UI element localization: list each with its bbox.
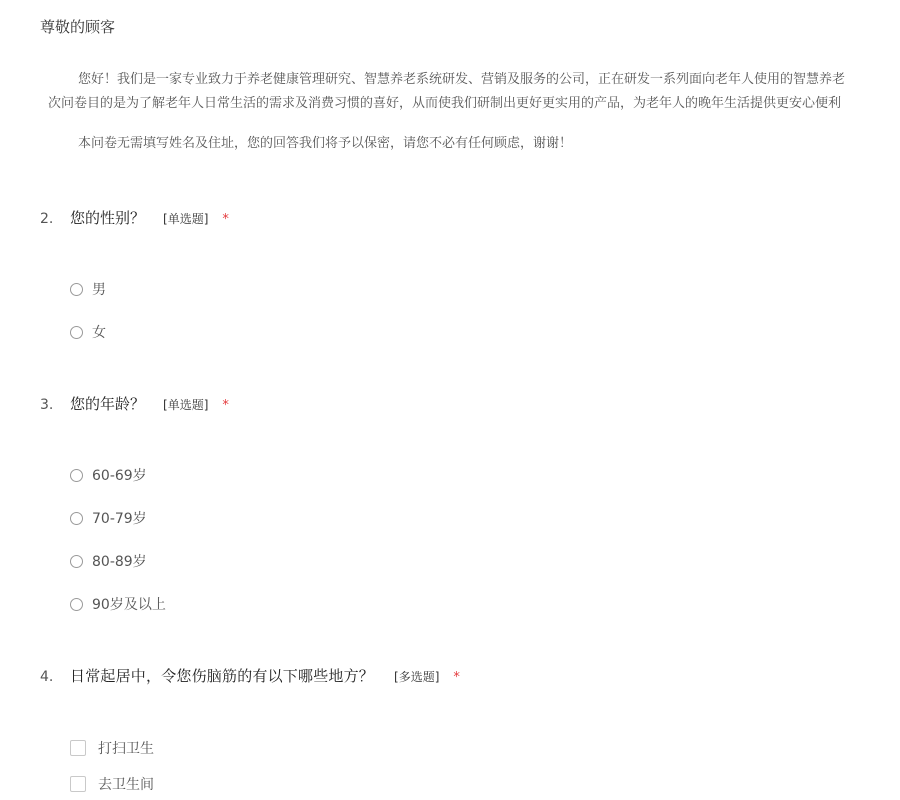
option-label: 打扫卫生 — [98, 741, 154, 757]
radio-button[interactable] — [70, 469, 83, 482]
option-label: 80-89岁 — [92, 554, 147, 570]
question-age — [40, 393, 229, 414]
option-cleaning[interactable] — [70, 738, 154, 758]
question-gender — [40, 207, 229, 228]
radio-button[interactable] — [70, 598, 83, 611]
option-age-90-plus[interactable] — [70, 594, 166, 614]
radio-button[interactable] — [70, 512, 83, 525]
greeting-heading: 尊敬的顾客 — [40, 18, 116, 36]
required-marker: * — [453, 670, 460, 685]
question-title: 您的年龄？ — [70, 395, 146, 413]
option-age-70-79[interactable] — [70, 508, 147, 528]
question-number: 3. — [40, 397, 54, 413]
option-gender-female[interactable] — [70, 322, 106, 342]
checkbox[interactable] — [70, 776, 86, 792]
question-title: 您的性别？ — [70, 209, 146, 227]
option-age-80-89[interactable] — [70, 551, 147, 571]
option-toilet[interactable] — [70, 774, 154, 794]
question-number: 2. — [40, 211, 54, 227]
question-title: 日常起居中，令您伤脑筋的有以下哪些地方？ — [70, 667, 375, 685]
required-marker: * — [222, 212, 229, 227]
option-label: 60-69岁 — [92, 468, 147, 484]
radio-button[interactable] — [70, 555, 83, 568]
option-age-60-69[interactable] — [70, 465, 147, 485]
question-daily-troubles — [40, 665, 460, 686]
radio-button[interactable] — [70, 283, 83, 296]
option-gender-male[interactable] — [70, 279, 106, 299]
option-label: 女 — [92, 325, 106, 341]
option-label: 70-79岁 — [92, 511, 147, 527]
radio-button[interactable] — [70, 326, 83, 339]
option-label: 男 — [92, 282, 106, 298]
question-number: 4. — [40, 669, 54, 685]
intro-paragraph-line-2: 次问卷目的是为了解老年人日常生活的需求及消费习惯的喜好，从而使我们研制出更好更实用的产品，为老年人的晚年生活提供更安心便利 — [48, 96, 842, 111]
question-type-tag: [单选题] — [163, 212, 209, 226]
question-type-tag: [多选题] — [394, 670, 440, 684]
intro-paragraph-line-1: 您好！我们是一家专业致力于养老健康管理研究、智慧养老系统研发、营销及服务的公司，正在研发一系列面向老年人使用的智慧养老 — [78, 72, 846, 87]
option-label: 去卫生间 — [98, 777, 154, 793]
privacy-note: 本问卷无需填写姓名及住址，您的回答我们将予以保密，请您不必有任何顾虑，谢谢！ — [78, 136, 573, 151]
required-marker: * — [222, 398, 229, 413]
checkbox[interactable] — [70, 740, 86, 756]
option-label: 90岁及以上 — [92, 597, 166, 613]
question-type-tag: [单选题] — [163, 398, 209, 412]
